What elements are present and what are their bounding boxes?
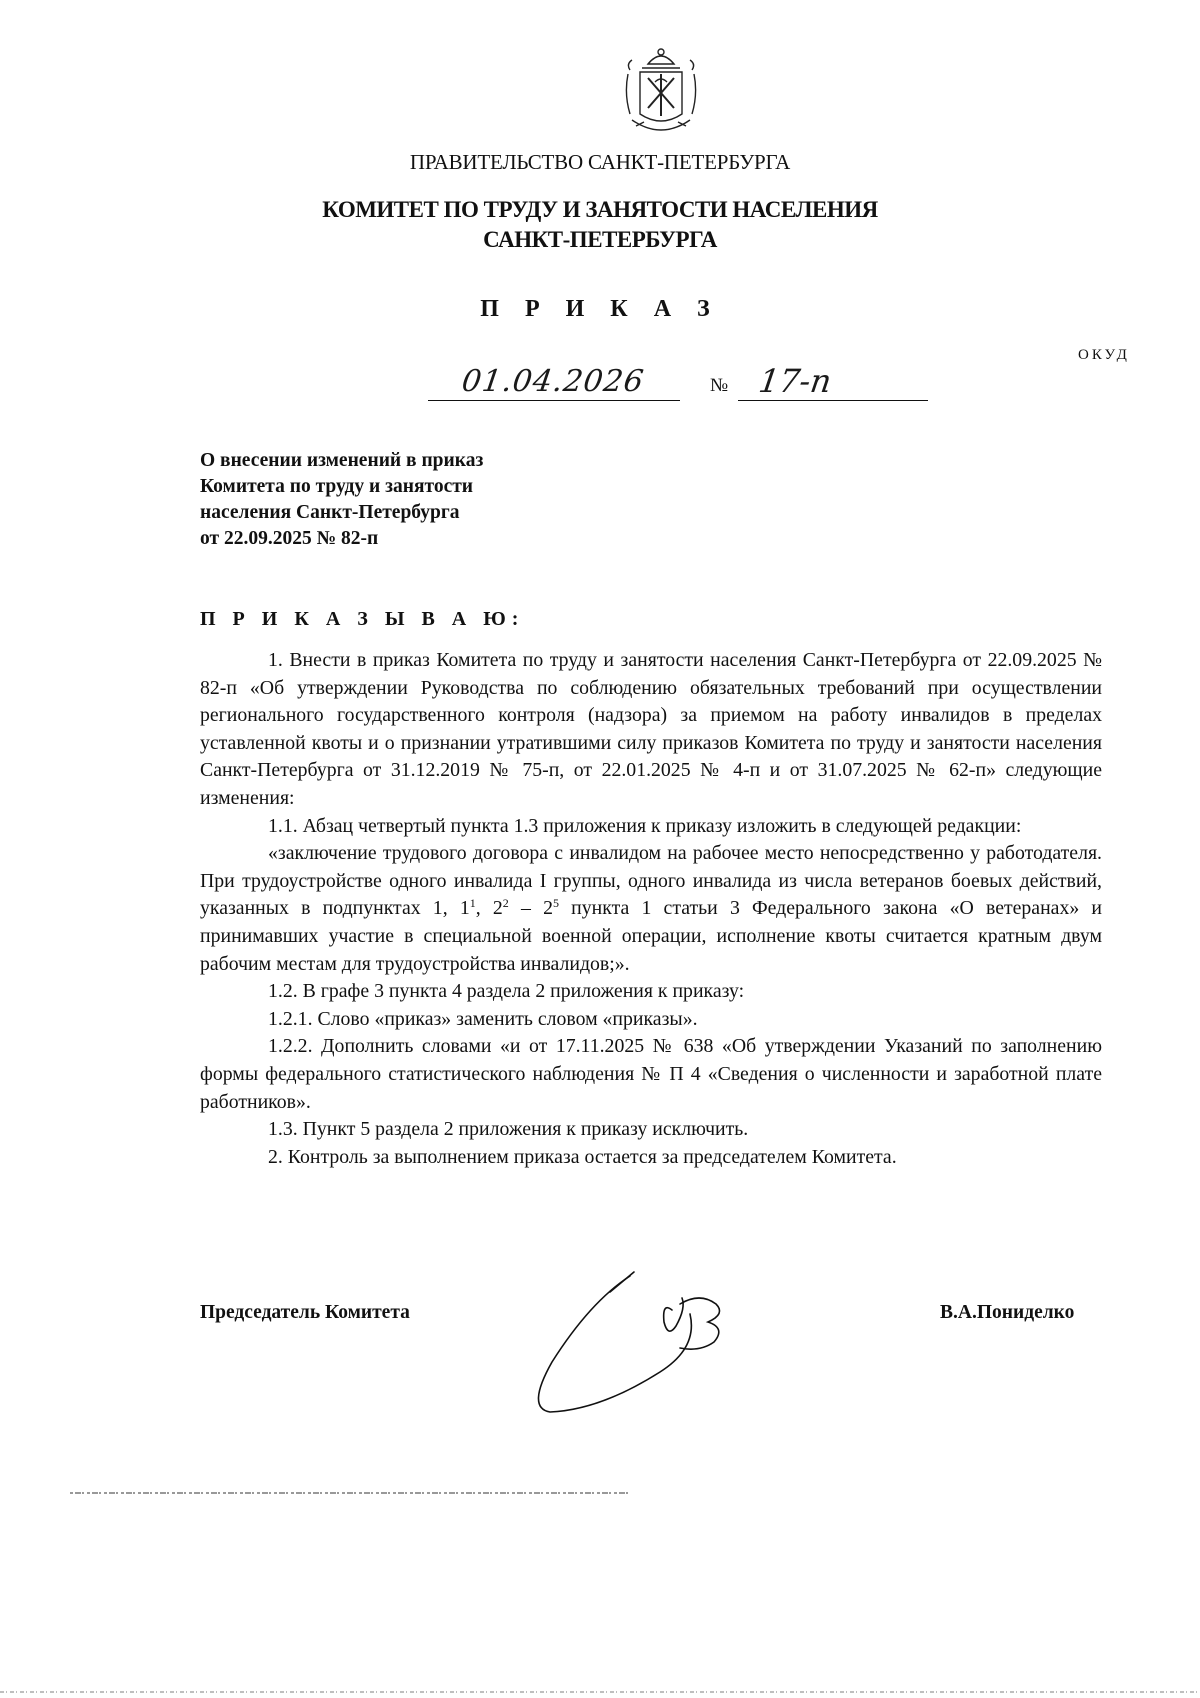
superscript: 5 [552,896,559,911]
scan-artifact-strip [70,1490,630,1496]
signatory-name: В.А.Пониделко [940,1302,1075,1323]
number-underline [738,400,928,401]
handwritten-number: 17-п [756,362,834,400]
paragraph-1-3: 1.3. Пункт 5 раздела 2 приложения к приказу исключить. [268,1118,749,1141]
document-body [200,647,1102,1171]
paragraph-1-2: 1.2. В графе 3 пункта 4 раздела 2 приложения к приказу: [268,980,745,1003]
okud-label: ОКУД [1078,347,1130,363]
paragraph-1-2-1: 1.2.1. Слово «приказ» заменить словом «приказы». [268,1007,698,1030]
subject-line: Комитета по труду и занятости [200,476,474,497]
government-title: ПРАВИТЕЛЬСТВО САНКТ-ПЕТЕРБУРГА [409,150,791,174]
paragraph-1-2-2: 1.2.2. Дополнить словами «и от 17.11.2025 № 638 «Об утверждении Указаний по заполнению формы федерального статистического наблюдения № П 4 «Сведения о численности и заработной плате работников». [200,1035,1102,1113]
handwritten-signature [530,1262,760,1422]
number-sign: № [710,375,729,396]
scan-bottom-edge [0,1690,1200,1694]
order-heading: П Р И К А З Ы В А Ю: [200,608,525,630]
committee-title-line2: САНКТ-ПЕТЕРБУРГА [483,227,717,252]
committee-title [0,195,1200,255]
quote-part: пункта 1 статьи 3 Федерального закона «О ветеранах» и принимавших участие в специальной военной операции, исполнение квоты считается кратным двум рабочим местам для трудоустройства инвалидов;». [200,897,1103,975]
subject-line: населения Санкт-Петербурга [200,502,460,523]
quote-part: «заключение трудового договора с инвалидом на рабочее место непосредственно у работодателя. При трудоустройстве одного инвалида I группы, одного инвалида из числа ветеранов боевых действий, указанных в подпунктах 1, 1 [200,842,1102,920]
paragraph-1-1: 1.1. Абзац четвертый пункта 1.3 приложения к приказу изложить в следующей редакции: [268,814,1022,837]
subject-line: О внесении изменений в приказ [200,450,484,471]
committee-title-line1: КОМИТЕТ ПО ТРУДУ И ЗАНЯТОСТИ НАСЕЛЕНИЯ [322,197,878,222]
paragraph-quote [200,840,1102,978]
handwritten-date: 01.04.2026 [459,364,647,399]
document-type: П Р И К А З [480,296,720,322]
coat-of-arms-emblem [620,44,702,142]
paragraph-2: 2. Контроль за выполнением приказа остается за председателем Комитета. [268,1145,897,1168]
subject-line: от 22.09.2025 № 82-п [200,528,379,549]
superscript: 2 [502,896,509,911]
document-subject [200,448,620,552]
signatory-position: Председатель Комитета [200,1302,410,1323]
superscript: 1 [469,896,476,911]
quote-part: – 2 [508,897,553,920]
quote-part: , 2 [475,897,503,920]
paragraph-1: 1. Внести в приказ Комитета по труду и занятости населения Санкт-Петербурга от 22.09.2025 № 82-п «Об утверждении Руководства по соблюдению обязательных требований при осуществлении регионального государственного контроля (надзора) за приемом на работу инвалидов в пределах уставленной квоты и о признании утратившими силу приказов Комитета по труду и занятости населения Санкт-Петербурга от 31.12.2019 № 75-п, от 22.01.2025 № 4-п и от 31.07.2025 № 62-п» следующие изменения: [200,649,1102,809]
date-underline [428,400,680,401]
